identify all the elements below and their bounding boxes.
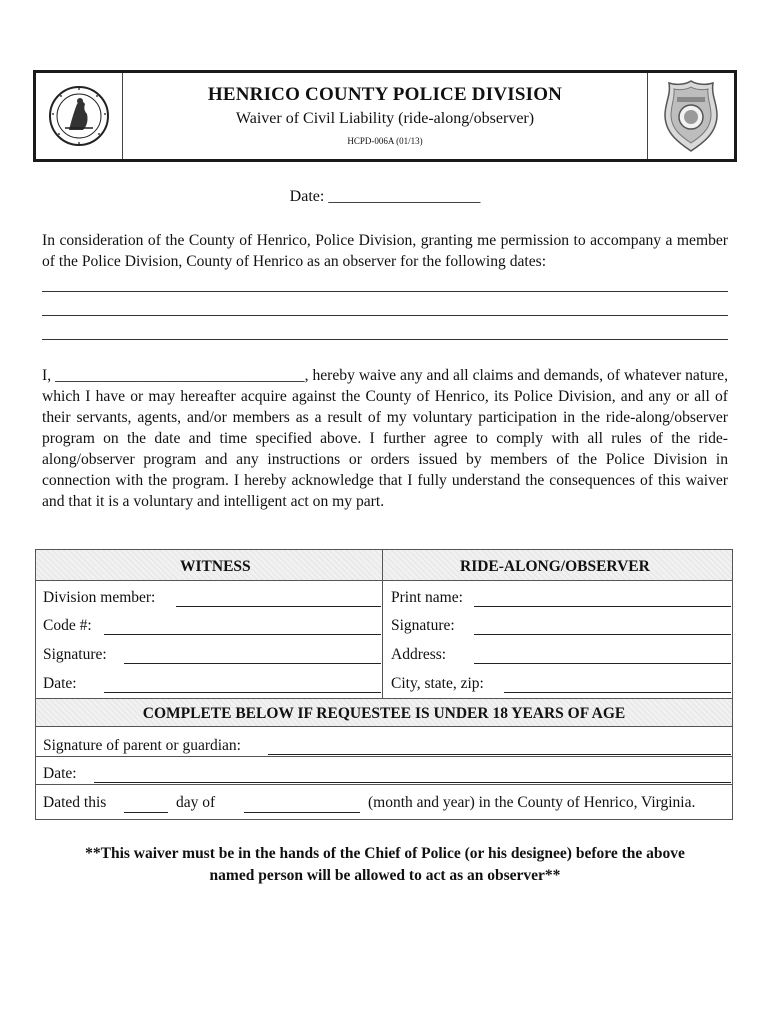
badge-cell: [647, 73, 734, 159]
form-title: HENRICO COUNTY POLICE DIVISION: [207, 84, 563, 105]
title-cell: [123, 73, 647, 159]
print-name-label: Print name:: [391, 589, 463, 606]
footer-note: [0, 843, 770, 887]
county-seal-icon: [47, 84, 111, 148]
date-label: Date:: [289, 188, 325, 205]
minor-date-label: Date:: [43, 765, 77, 782]
form-header: [33, 70, 737, 162]
table-header-row: [36, 550, 732, 581]
footer-line-1: **This waiver must be in the hands of the Chief of Police (or his designee) before the above: [85, 845, 685, 862]
observer-heading: RIDE-ALONG/OBSERVER: [460, 558, 650, 575]
date-blank[interactable]: ___________________: [328, 188, 481, 205]
dated-this-label: Dated this: [43, 794, 107, 811]
witness-signature-label: Signature:: [43, 646, 107, 663]
waiver-paragraph: I, ________________________________, hereby waive any and all claims and demands, of whatever nature, which I have or may hereafter acquire against the County of Henrico, its Police Division, and any or all of their servants, agents, and/or members as a result of my voluntary participation in the ride-along/observer program on the date and time specified above. I further agree to comply with all rules of the ride-along/observer program and any instructions or orders issued by members of the Police Division in connection with the program. I hereby acknowledge that I fully understand the consequences of this waiver and that it is a voluntary and intelligent act on my part.: [42, 367, 728, 510]
footer-line-2: named person will be allowed to act as an observer**: [209, 867, 561, 884]
print-name-line[interactable]: [474, 606, 731, 607]
witness-heading: WITNESS: [180, 558, 251, 575]
witness-signature-line[interactable]: [124, 663, 381, 664]
dates-line-2[interactable]: [42, 315, 728, 316]
minor-section-header: [36, 698, 732, 727]
month-year-label: (month and year) in the County of Henrico, Virginia.: [368, 794, 696, 811]
minor-section-heading: COMPLETE BELOW IF REQUESTEE IS UNDER 18 YEARS OF AGE: [142, 705, 626, 722]
dates-line-1[interactable]: [42, 291, 728, 292]
row-divider-1: [36, 756, 732, 757]
column-divider: [382, 550, 383, 698]
parent-signature-line[interactable]: [268, 754, 731, 755]
city-state-zip-label: City, state, zip:: [391, 675, 484, 692]
witness-date-line[interactable]: [104, 692, 381, 693]
dates-line-3[interactable]: [42, 339, 728, 340]
observer-signature-line[interactable]: [474, 634, 731, 635]
witness-date-label: Date:: [43, 675, 77, 692]
row-divider-2: [36, 784, 732, 785]
date-line: [0, 188, 770, 206]
seal-cell: [36, 73, 123, 159]
day-blank[interactable]: [124, 812, 168, 813]
month-year-blank[interactable]: [244, 812, 360, 813]
minor-date-line[interactable]: [94, 782, 731, 783]
form-subtitle: Waiver of Civil Liability (ride-along/observer): [235, 110, 535, 127]
signature-table: [35, 549, 733, 820]
address-label: Address:: [391, 646, 447, 663]
form-number: HCPD-006A (01/13): [347, 136, 423, 146]
division-member-label: Division member:: [43, 589, 156, 606]
address-line[interactable]: [474, 663, 731, 664]
division-member-line[interactable]: [176, 606, 381, 607]
police-badge-icon: [661, 77, 721, 155]
city-state-zip-line[interactable]: [504, 692, 731, 693]
code-line[interactable]: [104, 634, 381, 635]
parent-signature-label: Signature of parent or guardian:: [43, 737, 241, 754]
observer-signature-label: Signature:: [391, 617, 455, 634]
intro-paragraph: In consideration of the County of Henrico, Police Division, granting me permission to accompany a member of the Police Division, County of Henrico as an observer for the following dates:: [42, 232, 728, 270]
day-of-label: day of: [176, 794, 216, 811]
code-label: Code #:: [43, 617, 92, 634]
